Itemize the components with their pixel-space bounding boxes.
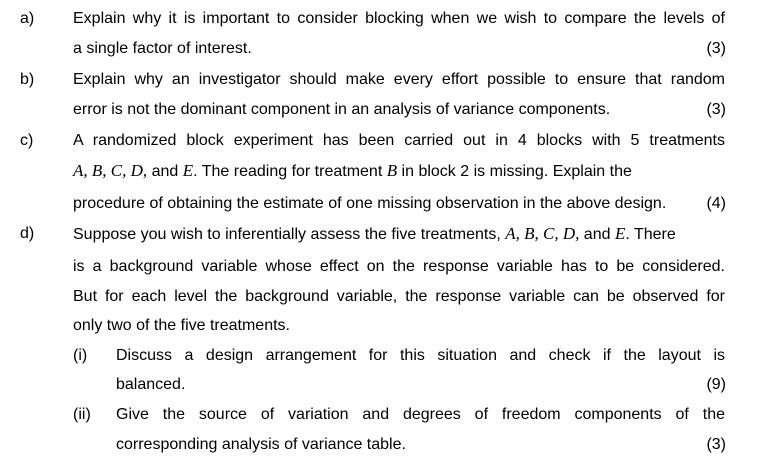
- marks: (4): [706, 195, 726, 212]
- math-treatment-b: B: [386, 161, 398, 180]
- sub-question-label: (i): [73, 347, 88, 364]
- question-text-line: Give the source of variation and degrees of freedom components of the: [116, 406, 725, 423]
- question-text-line: [73, 161, 725, 181]
- question-text-line: balanced.: [116, 376, 186, 393]
- question-label: d): [20, 225, 35, 242]
- question-label: a): [20, 10, 35, 27]
- question-text-line: A randomized block experiment has been carried out in 4 blocks with 5 treatments: [73, 132, 725, 149]
- math-treatments: A, B, C, D,: [505, 224, 580, 243]
- question-text-line: [73, 224, 725, 244]
- sub-question-label: (ii): [73, 406, 91, 423]
- text-and: and: [147, 163, 183, 180]
- question-text-line: error is not the dominant component in an analysis of variance components.: [73, 101, 611, 118]
- question-text-line: Discuss a design arrangement for this situation and check if the layout is: [116, 347, 725, 364]
- text-fragment: . There: [625, 226, 676, 243]
- question-label: b): [20, 71, 35, 88]
- math-treatment-e: E: [182, 161, 194, 180]
- math-treatment-e: E: [614, 224, 626, 243]
- text-fragment: . The reading for treatment: [193, 163, 387, 180]
- question-label: c): [20, 132, 34, 149]
- text-fragment: Suppose you wish to inferentially assess the five treatments,: [73, 226, 506, 243]
- question-text-line: procedure of obtaining the estimate of one missing observation in the above design.: [73, 195, 667, 212]
- math-treatments: A, B, C, D,: [73, 161, 148, 180]
- marks: (3): [706, 40, 726, 57]
- question-text-line: Explain why an investigator should make every effort possible to ensure that random: [73, 71, 725, 88]
- marks: (9): [706, 376, 726, 393]
- question-text-line: only two of the five treatments.: [73, 317, 290, 334]
- question-text-line: is a background variable whose effect on the response variable has to be considered.: [73, 258, 725, 275]
- marks: (3): [706, 436, 726, 453]
- question-text-line: corresponding analysis of variance table.: [116, 436, 406, 453]
- text-fragment: in block 2 is missing. Explain the: [397, 163, 632, 180]
- question-text-line: But for each level the background variable, the response variable can be observed for: [73, 288, 725, 305]
- question-text-line: Explain why it is important to consider blocking when we wish to compare the levels of: [73, 10, 725, 27]
- question-text-line: a single factor of interest.: [73, 40, 252, 57]
- text-and: and: [579, 226, 615, 243]
- marks: (3): [706, 101, 726, 118]
